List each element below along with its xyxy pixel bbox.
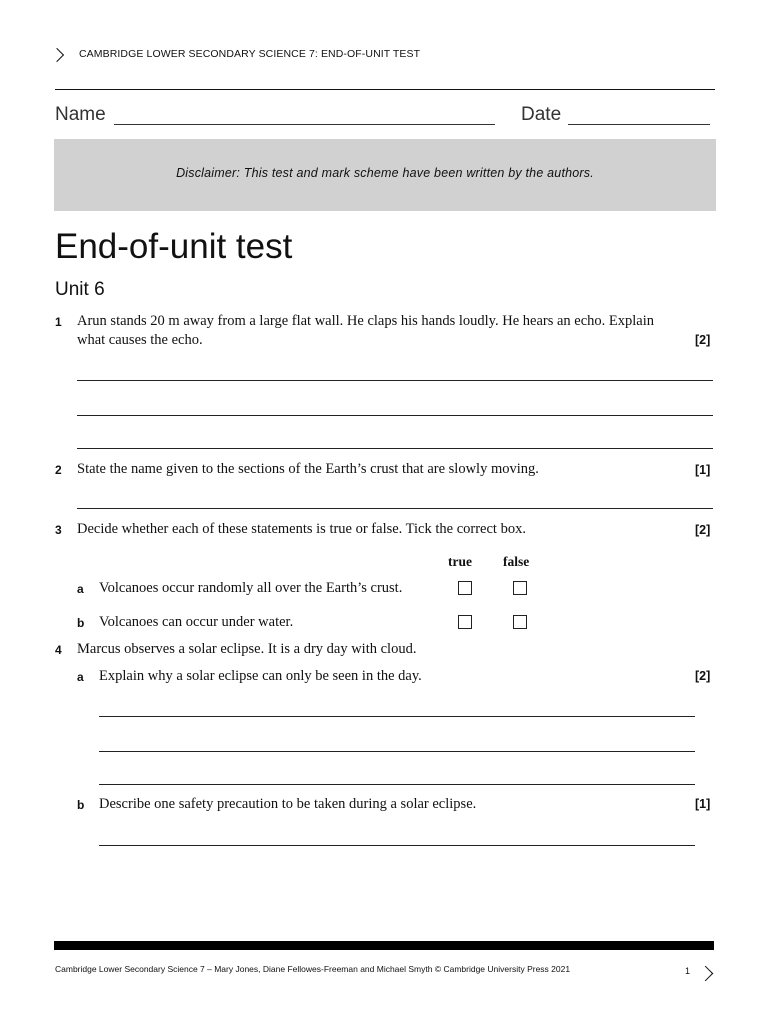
- answer-line[interactable]: [77, 380, 713, 381]
- page-title: End-of-unit test: [55, 227, 293, 266]
- part-text: Describe one safety precaution to be taken during a solar eclipse.: [99, 796, 477, 812]
- answer-line[interactable]: [77, 508, 713, 509]
- false-checkbox[interactable]: [513, 615, 527, 629]
- answer-line[interactable]: [99, 845, 695, 846]
- statement-text: Volcanoes occur randomly all over the Earth’s crust.: [99, 580, 403, 596]
- column-header-true: true: [448, 554, 472, 569]
- footer-copyright: Cambridge Lower Secondary Science 7 – Mary Jones, Diane Fellowes-Freeman and Michael Smyth © Cambridge University Press 2021: [55, 964, 571, 974]
- question-text: Arun stands 20 m away from a large flat wall. He claps his hands loudly. He hears an echo. Explain: [77, 313, 655, 329]
- marks-label: [1]: [695, 463, 711, 477]
- part-letter: a: [77, 670, 84, 684]
- part-letter: b: [77, 616, 85, 630]
- question-number: 3: [55, 523, 62, 537]
- chevron-right-icon: [50, 48, 64, 62]
- marks-label: [1]: [695, 797, 711, 811]
- part-letter: a: [77, 582, 84, 596]
- name-label: Name: [55, 104, 106, 125]
- question-text: State the name given to the sections of the Earth’s crust that are slowly moving.: [77, 461, 539, 477]
- part-text: Explain why a solar eclipse can only be seen in the day.: [99, 668, 422, 684]
- answer-line[interactable]: [99, 751, 695, 752]
- chevron-right-icon[interactable]: [698, 966, 714, 982]
- answer-line[interactable]: [77, 448, 713, 449]
- question-text-continued: what causes the echo.: [77, 332, 203, 348]
- question-text: Marcus observes a solar eclipse. It is a dry day with cloud.: [77, 641, 417, 657]
- answer-line[interactable]: [99, 784, 695, 785]
- question-number: 2: [55, 463, 62, 477]
- date-field[interactable]: [568, 124, 710, 125]
- unit-label: Unit 6: [55, 279, 105, 300]
- true-checkbox[interactable]: [458, 581, 472, 595]
- answer-line[interactable]: [77, 415, 713, 416]
- marks-label: [2]: [695, 523, 711, 537]
- question-number: 1: [55, 315, 62, 329]
- false-checkbox[interactable]: [513, 581, 527, 595]
- marks-label: [2]: [695, 333, 711, 347]
- question-text: Decide whether each of these statements is true or false. Tick the correct box.: [77, 521, 526, 537]
- footer-bar: [54, 941, 714, 950]
- page-number: 1: [685, 966, 691, 976]
- running-header: CAMBRIDGE LOWER SECONDARY SCIENCE 7: END-OF-UNIT TEST: [79, 48, 421, 60]
- part-letter: b: [77, 798, 85, 812]
- header-divider: [55, 89, 715, 90]
- true-checkbox[interactable]: [458, 615, 472, 629]
- name-field[interactable]: [114, 124, 495, 125]
- question-number: 4: [55, 643, 62, 657]
- marks-label: [2]: [695, 669, 711, 683]
- disclaimer-box: [54, 139, 716, 211]
- column-header-false: false: [503, 554, 530, 569]
- answer-line[interactable]: [99, 716, 695, 717]
- disclaimer-text: Disclaimer: This test and mark scheme have been written by the authors.: [176, 166, 594, 180]
- date-label: Date: [521, 104, 562, 125]
- statement-text: Volcanoes can occur under water.: [99, 614, 294, 630]
